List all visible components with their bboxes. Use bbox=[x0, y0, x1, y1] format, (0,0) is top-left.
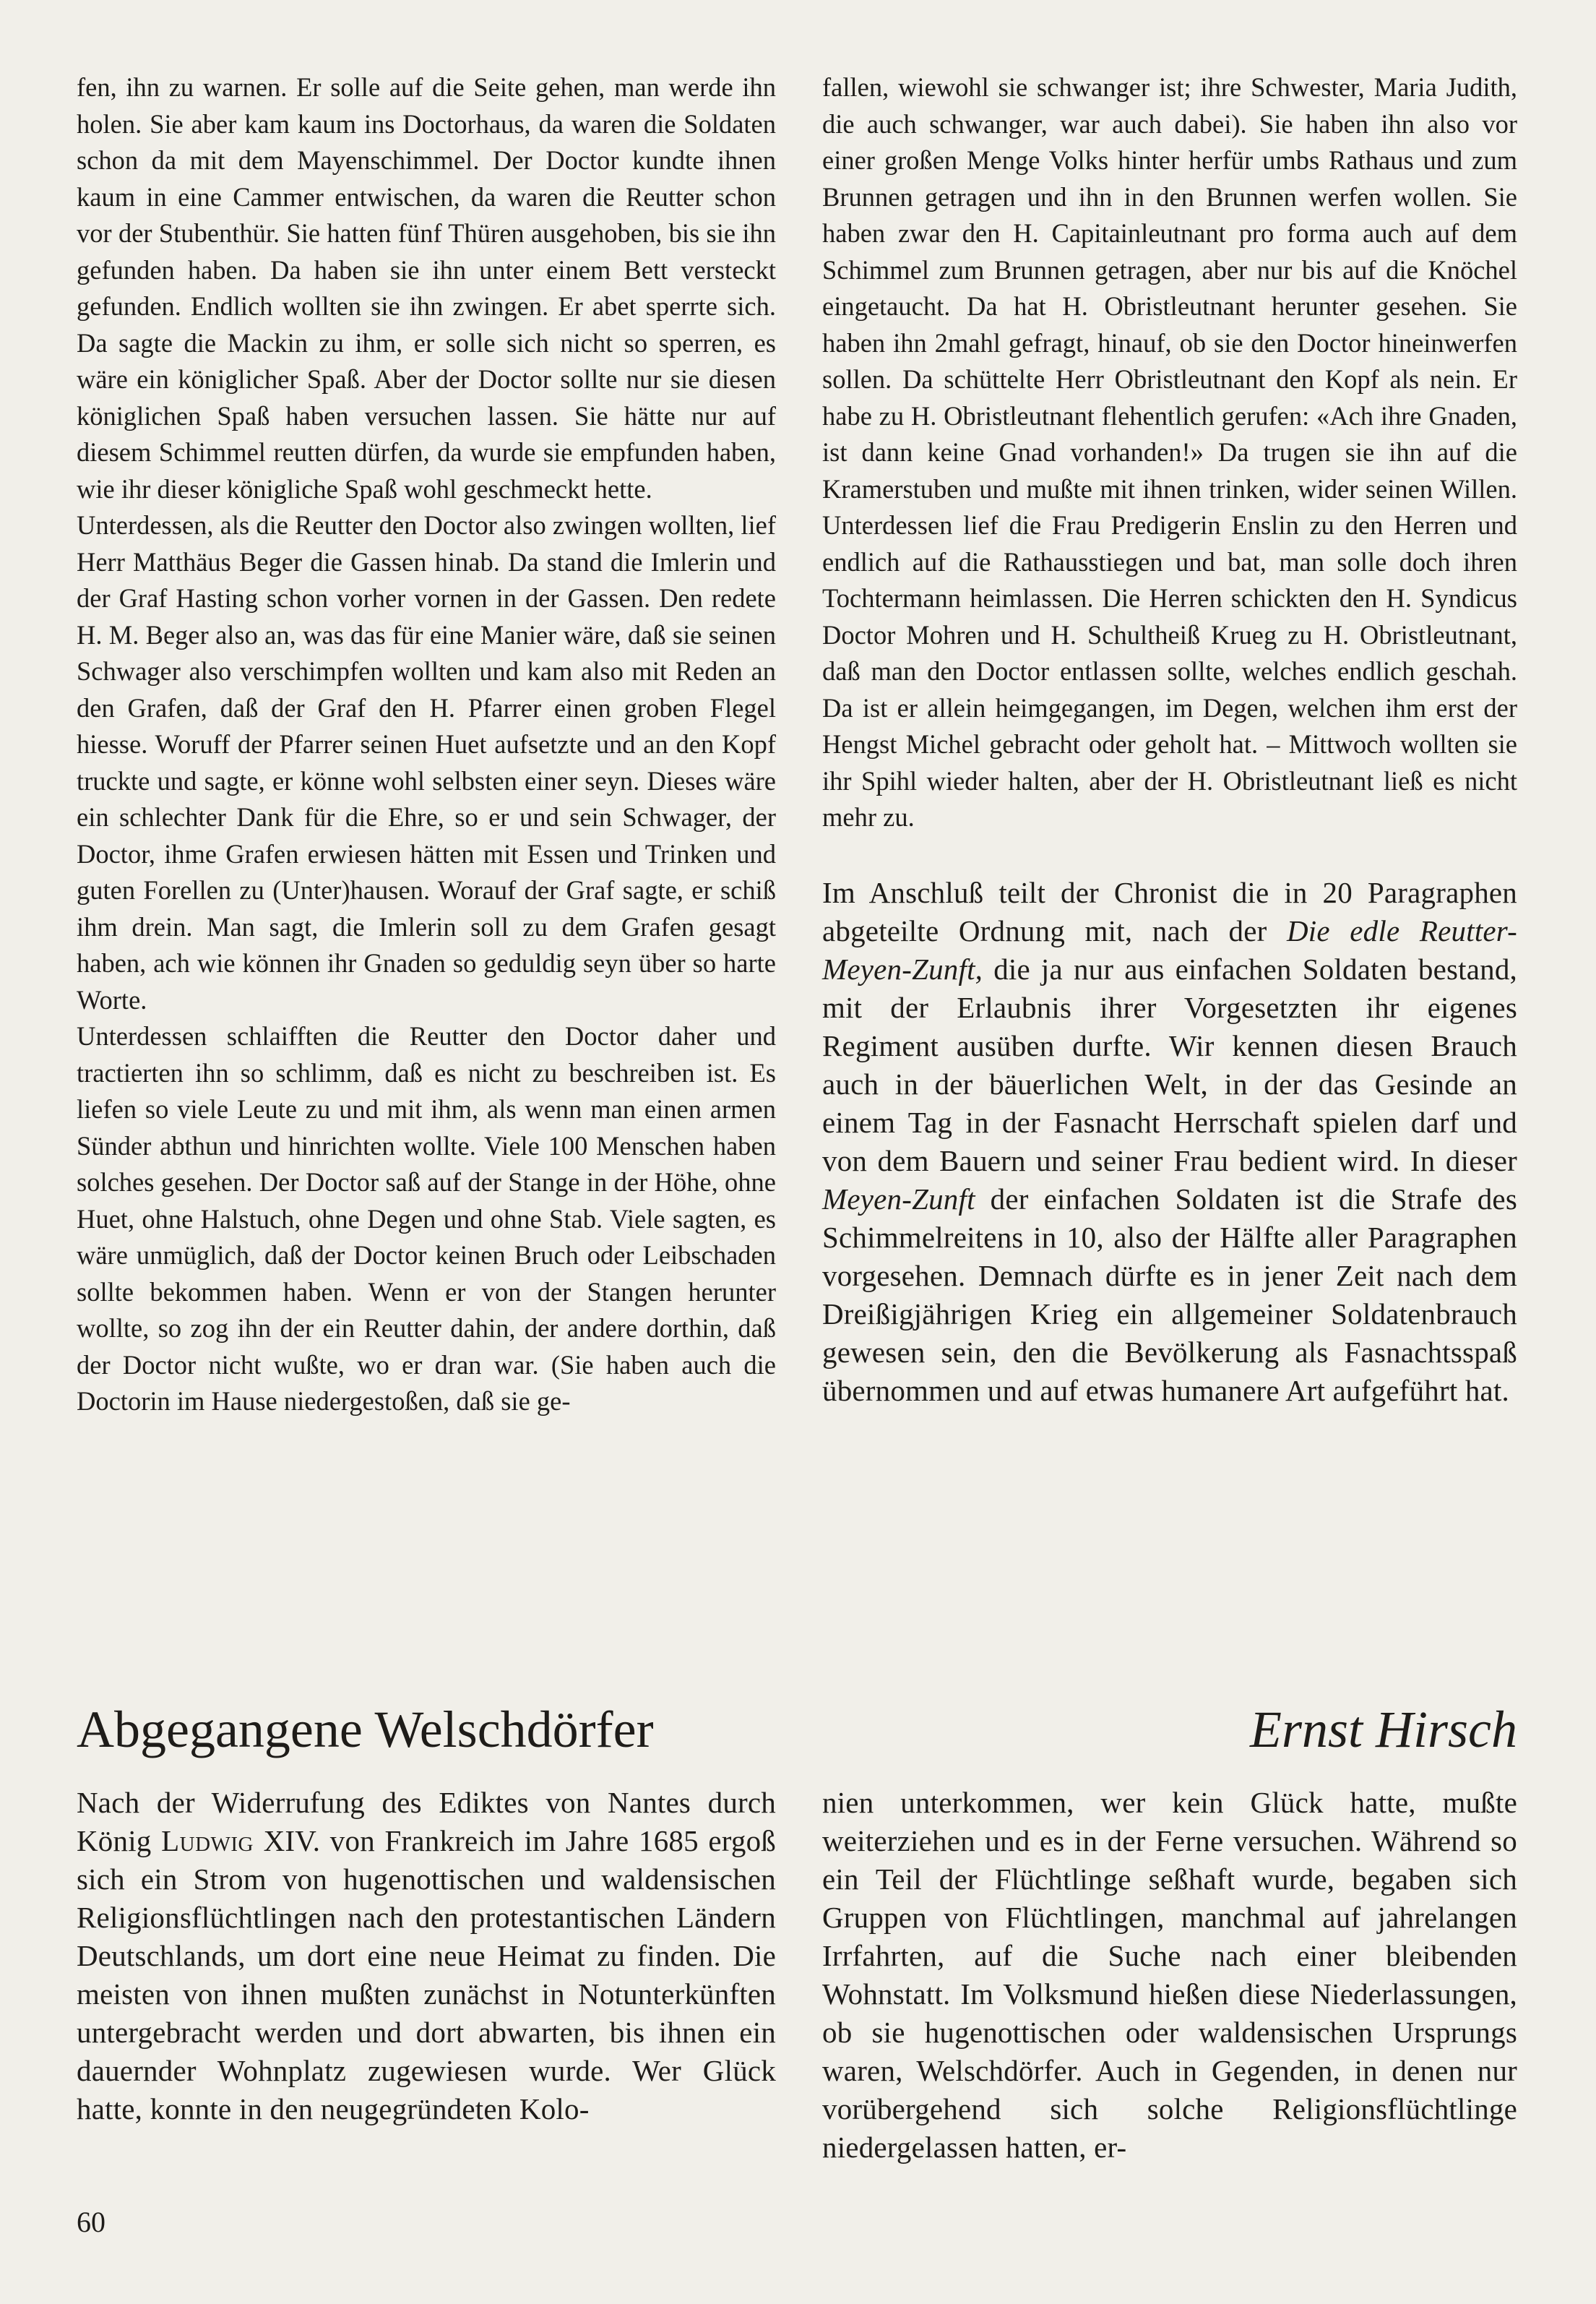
commentary-text-c: der einfachen Soldaten ist die Strafe des Schimmelreitens in 10, also der Hälfte aller Paragraphen vorgesehen. Demnach dürfte es in jener Zeit nach dem Dreißigjährigen Krieg ein allgemeiner Soldatenbrauch gewesen sein, den die Bevölkerung als Fasnachtsspaß übernommen und auf etwas humanere Art aufgeführt hat. bbox=[822, 1182, 1517, 1407]
article2-left-column bbox=[77, 1784, 776, 2128]
page-number: 60 bbox=[77, 2206, 105, 2238]
article-author: Ernst Hirsch bbox=[1249, 1701, 1517, 1758]
edict-text-b: XIV. von Frankreich im Jahre 1685 ergoß sich ein Strom von hugenottischen und waldensischen Religionsflüchtlingen nach den protestantischen Ländern Deutschlands, um dort eine neue Heimat zu finden. Die meisten von ihnen mußten zunächst in Notunterkünften untergebracht werden und dort abwarten, bis ihnen ein dauernder Wohnplatz zugewiesen wurde. Wer Glück hatte, konnte in den neugegründeten Kolo- bbox=[77, 1824, 777, 2125]
paragraph-welschdoerfer: nien unterkommen, wer kein Glück hatte, mußte weiterziehen und es in der Ferne versuchen. Während so ein Teil der Flüchtlinge seßhaft wurde, begaben sich Gruppen von Flüchtlingen, manchmal auf jahrelangen Irrfahrten, auf die Suche nach einer bleibenden Wohnstatt. Im Volksmund hießen diese Niederlassungen, ob sie hugenottischen oder waldensischen Ursprungs waren, Welschdörfer. Auch in Gegenden, in denen nur vorübergehend sich solche Religionsflüchtlinge niedergelassen hatten, er- bbox=[822, 1786, 1517, 2164]
edict-text-a: Nach der Widerrufung des Ediktes von Nantes durch König bbox=[77, 1786, 776, 1857]
commentary-text-a: Im Anschluß teilt der Chronist die in 20 Paragraphen abgeteilte Ordnung mit, nach der bbox=[822, 875, 1517, 947]
article1-left-column bbox=[77, 69, 776, 1420]
article1-right-column bbox=[822, 69, 1517, 1410]
paragraph-commentary bbox=[822, 874, 1517, 1410]
paragraph-edict-nantes bbox=[77, 1784, 776, 2128]
paragraph-doctor-search: fen, ihn zu warnen. Er solle auf die Seite gehen, man werde ihn holen. Sie aber kam kaum ins Doctorhaus, da waren die Soldaten schon da mit dem Mayenschimmel. Der Doctor kundte ihnen kaum in eine Cammer entwischen, da waren die Reutter schon vor der Stubenthür. Sie hatten fünf Thüren ausgehoben, bis sie ihn gefunden haben. Da haben sie ihn unter einem Bett versteckt gefunden. Endlich wollten sie ihn zwingen. Er abet sperrte sich. Da sagte die Mackin zu ihm, er solle sich nicht so sperren, es wäre ein königlicher Spaß. Aber der Doctor sollte nur sie diesen königlichen Spaß haben versuchen lassen. Sie hätte nur auf diesem Schimmel reutten dürfen, da wurde sie empfunden haben, wie ihr dieser königliche Spaß wohl geschmeckt hette. bbox=[77, 72, 776, 504]
commentary-title-italic: Die edle Reutter-Meyen-Zunft, bbox=[822, 914, 1517, 986]
king-name-smallcaps: Ludwig bbox=[161, 1824, 254, 1857]
paragraph-fountain: fallen, wiewohl sie schwanger ist; ihre Schwester, Maria Judith, die auch schwanger, war auch dabei). Sie haben ihn also vor einer großen Menge Volks hinter herfür umbs Rathaus und zum Brunnen getragen und ihn in den Brunnen werfen wollen. Sie haben zwar den H. Capitainleutnant pro forma auch auf dem Schimmel zum Brunnen getragen, aber nur bis auf die Knöchel eingetaucht. Da hat H. Obristleutnant herunter gesehen. Sie haben ihn 2mahl gefragt, hinauf, ob sie den Doctor hineinwerfen sollen. Da schüttelte Herr Obristleutnant den Kopf als nein. Er habe zu H. Obristleutnant flehentlich gerufen: «Ach ihre Gnaden, ist dann keine Gnad vorhanden!» Da trugen sie ihn auf die Kramerstuben und mußte mit ihnen trinken, wider seinen Willen. Unterdessen lief die Frau Predigerin Enslin zu den Herren und endlich auf die Rathausstiegen und bat, man solle doch ihren Tochtermann heimlassen. Die Herren schickten den H. Syndicus Doctor Mohren und H. Schultheiß Krueg zu H. Obristleutnant, daß man den Doctor entlassen sollte, welches endlich geschah. Da ist er allein heimgegangen, im Degen, welchen ihm erst der Hengst Michel gebracht oder geholt hat. – Mittwoch wollten sie ihr Spihl wieder halten, aber der H. Obristleutnant ließ es nicht mehr zu. bbox=[822, 72, 1517, 832]
paragraph-beger-count: Unterdessen, als die Reutter den Doctor also zwingen wollten, lief Herr Matthäus Beger die Gassen hinab. Da stand die Imlerin und der Graf Hasting schon vorher vornen in der Gassen. Den redete H. M. Beger also an, was das für eine Manier wäre, daß sie seinen Schwager also verschimpfen wollten und kam also mit Reden an den Grafen, daß der Graf den H. Pfarrer einen groben Flegel hiesse. Woruff der Pfarrer seinen Huet aufsetzte und an den Kopf truckte und sagte, er könne wohl selbsten einer seyn. Dieses wäre ein schlechter Dank für die Ehre, so er und sein Schwager, der Doctor, ihme Grafen erwiesen hätten mit Essen und Trinken und guten Forellen zu (Unter)hausen. Worauf der Graf sagte, er schiß ihm drein. Man sagt, die Imlerin soll zu dem Grafen gesagt haben, ach wie können ihr Gnaden so geduldig seyn über so harte Worte. bbox=[77, 510, 776, 1015]
paragraph-dragging-doctor: Unterdessen schlaifften die Reutter den Doctor daher und tractierten ihn so schlimm, daß es nicht zu beschreiben ist. Es liefen so viele Leute zu und mit ihm, als wenn man einen armen Sünder abthun und hinrichten wollte. Viele 100 Menschen haben solches gesehen. Der Doctor saß auf der Stange in der Höhe, ohne Huet, ohne Halstuch, ohne Degen und ohne Stab. Viele sagten, es wäre unmüglich, daß der Doctor keinen Bruch oder Leibschaden sollte bekommen haben. Wenn er von der Stangen herunter wollte, so zog ihn der ein Reutter dahin, der andere dorthin, daß der Doctor nicht wußte, wo er dran war. (Sie haben auch die Doctorin im Hause niedergestoßen, daß sie ge- bbox=[77, 1021, 776, 1416]
article-title: Abgegangene Welschdörfer bbox=[77, 1701, 654, 1758]
commentary-text-b: die ja nur aus einfachen Soldaten bestand, mit der Erlaubnis ihrer Vorgesetzten ihr eigenes Regiment ausüben durfte. Wir kennen diesen Brauch auch in der bäuerlichen Welt, in der das Gesinde an einem Tag in der Fasnacht Herrschaft spielen darf und von dem Bauern und seiner Frau bedient wird. In dieser bbox=[822, 952, 1517, 1177]
commentary-zunft-italic: Meyen-Zunft bbox=[822, 1182, 975, 1216]
article2-right-column bbox=[822, 1784, 1517, 2167]
